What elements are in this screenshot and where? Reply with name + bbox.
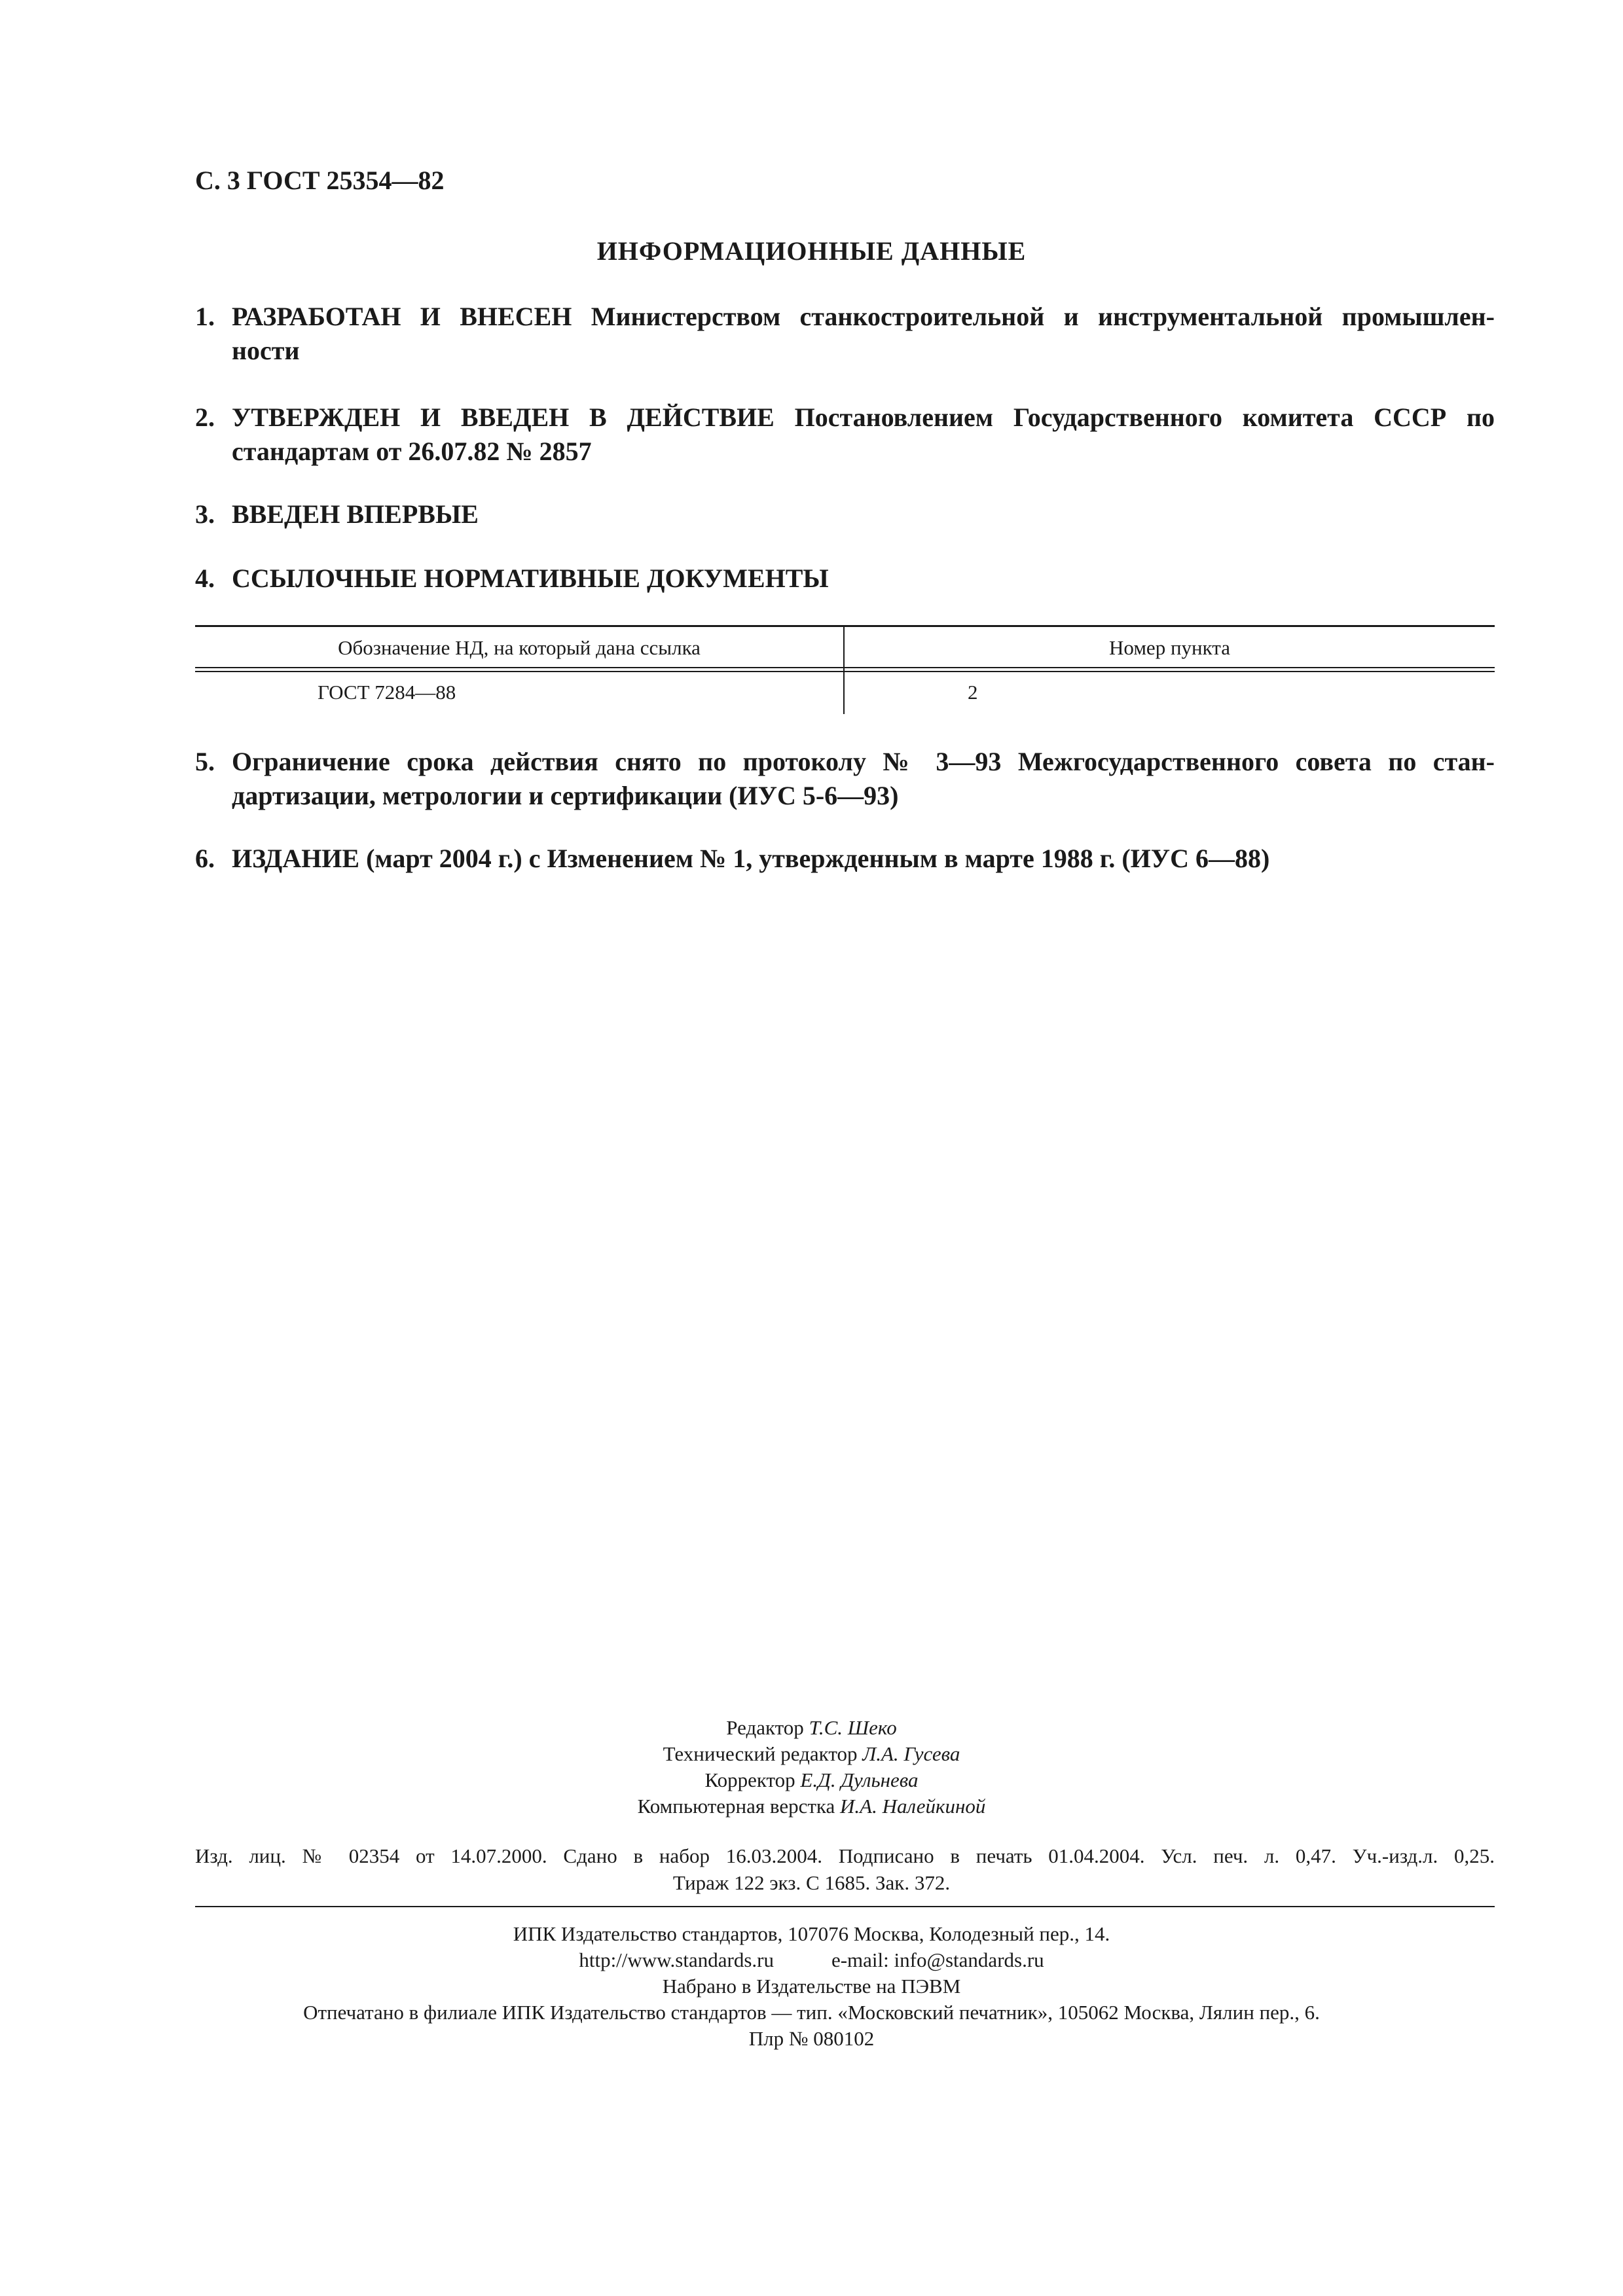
table-cell-designation: ГОСТ 7284—88 [318, 681, 456, 704]
info-item-5 [195, 745, 1495, 813]
table-header-rule [195, 667, 1495, 668]
publisher-license: Плр № 080102 [748, 2027, 875, 2050]
item-number: 2. [195, 403, 215, 432]
item-text-line: ВВЕДЕН ВПЕРВЫЕ [232, 499, 479, 529]
footer-rule [195, 1906, 1495, 1907]
item-number: 5. [195, 747, 215, 776]
credit-role: Компьютерная верстка [637, 1795, 835, 1818]
info-item-6 [195, 842, 1495, 876]
info-item-3 [195, 497, 1495, 531]
table-top-rule [195, 625, 1495, 627]
credit-name: Т.С. Шеко [809, 1716, 897, 1739]
table-header-clause: Номер пункта [1109, 636, 1230, 659]
item-text-line: Ограничение срока действия снято по протоколу № 3—93 Межгосударственного совета по стан- [232, 747, 1495, 776]
table-column-divider [843, 626, 845, 714]
item-text-line: стандартам от 26.07.82 № 2857 [232, 437, 592, 466]
imprint-line-1: Изд. лиц. № 02354 от 14.07.2000. Сдано в набор 16.03.2004. Подписано в печать 01.04.2004. Усл. печ. л. 0,47. Уч.-изд.л. 0,25. [195, 1844, 1495, 1867]
publisher-url: http://www.standards.ru [579, 1948, 774, 1971]
credit-editor [0, 1715, 1623, 1741]
credit-proofreader [0, 1767, 1623, 1793]
item-text-line: УТВЕРЖДЕН И ВВЕДЕН В ДЕЙСТВИЕ Постановлением Государственного комитета СССР по [232, 403, 1495, 432]
table-header-designation: Обозначение НД, на который дана ссылка [338, 636, 701, 659]
imprint-line-2: Тираж 122 экз. С 1685. Зак. 372. [672, 1871, 951, 1894]
item-text-line: ности [232, 336, 300, 365]
table-header-rule [195, 671, 1495, 672]
item-text-line: ССЫЛОЧНЫЕ НОРМАТИВНЫЕ ДОКУМЕНТЫ [232, 564, 829, 593]
item-number: 1. [195, 302, 215, 331]
credit-role: Технический редактор [663, 1742, 858, 1765]
credit-role: Редактор [726, 1716, 804, 1739]
publisher-email: e-mail: info@standards.ru [831, 1948, 1044, 1971]
item-number: 6. [195, 844, 215, 873]
info-item-1 [195, 300, 1495, 368]
credit-name: И.А. Налейкиной [840, 1795, 986, 1818]
credit-name: Е.Д. Дульнева [800, 1768, 919, 1791]
info-item-4 [195, 562, 1495, 596]
info-item-2 [195, 401, 1495, 469]
credit-role: Корректор [704, 1768, 795, 1791]
table-cell-clause: 2 [968, 681, 978, 704]
credit-name: Л.А. Гусева [862, 1742, 960, 1765]
credit-tech-editor [0, 1741, 1623, 1767]
item-number: 3. [195, 499, 215, 529]
publisher-typeset: Набрано в Издательстве на ПЭВМ [662, 1975, 961, 1998]
publisher-address: ИПК Издательство стандартов, 107076 Москва, Колодезный пер., 14. [513, 1922, 1110, 1945]
publisher-printed: Отпечатано в филиале ИПК Издательство стандартов — тип. «Московский печатник», 105062 Москва, Лялин пер., 6. [303, 2001, 1320, 2024]
item-text-line: РАЗРАБОТАН И ВНЕСЕН Министерством станкостроительной и инструментальной промышлен- [232, 302, 1495, 331]
page-title: ИНФОРМАЦИОННЫЕ ДАННЫЕ [596, 236, 1027, 266]
item-text-line: ИЗДАНИЕ (март 2004 г.) с Изменением № 1, утвержденным в марте 1988 г. (ИУС 6—88) [232, 844, 1270, 873]
item-text-line: дартизации, метрологии и сертификации (ИУС 5-6—93) [232, 781, 899, 810]
publisher-contacts [0, 1947, 1623, 1973]
page-header: С. 3 ГОСТ 25354—82 [195, 166, 445, 195]
credit-layout [0, 1793, 1623, 1820]
item-number: 4. [195, 564, 215, 593]
